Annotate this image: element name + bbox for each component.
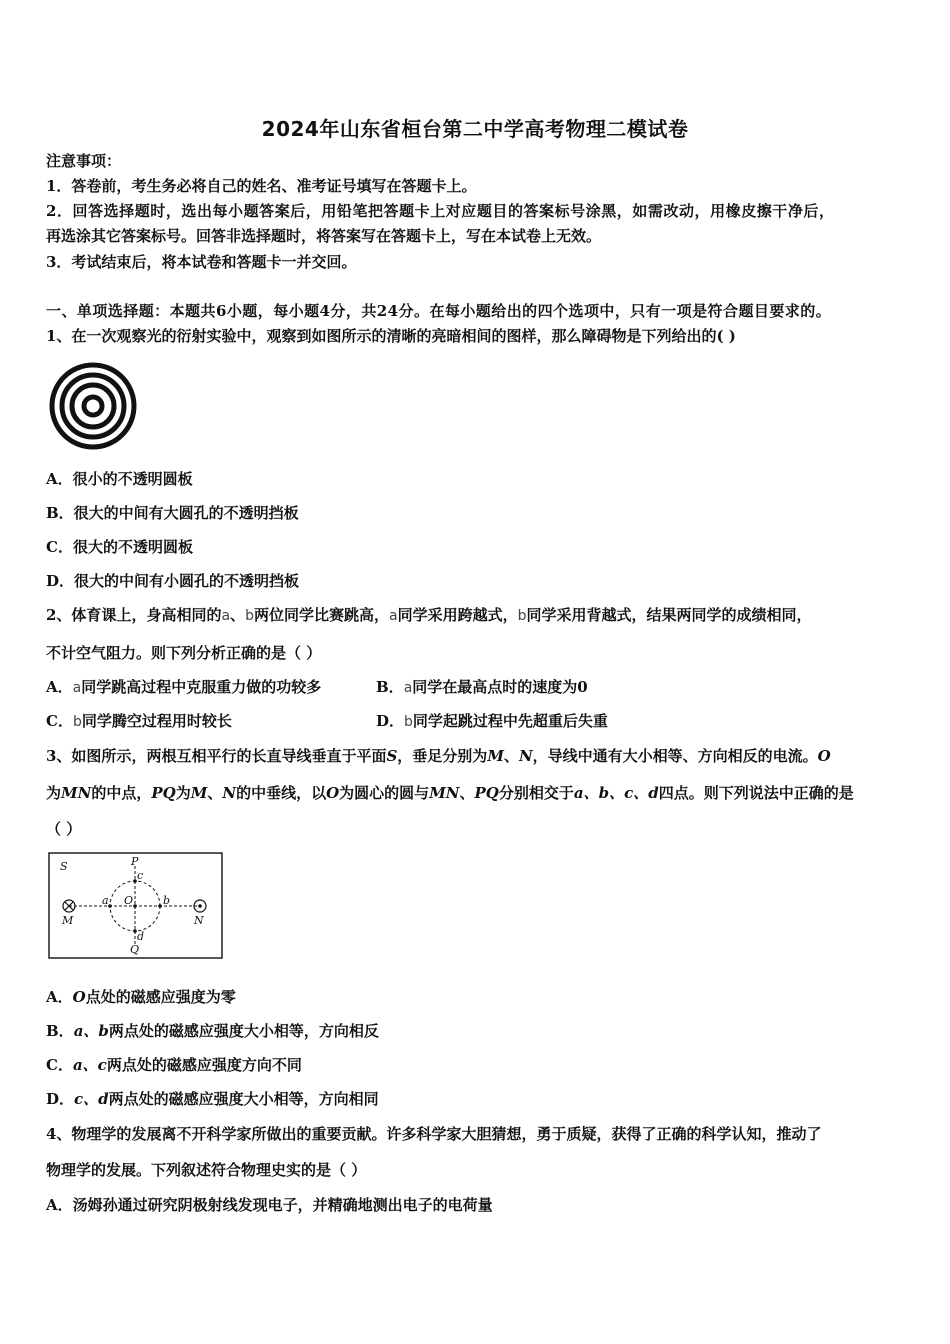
q3-option-b: B．a、b两点处的磁感应强度大小相等，方向相反 [46, 1022, 379, 1040]
section-heading: 一、单项选择题：本题共6小题，每小题4分，共24分。在每小题给出的四个选项中，只有一项是符合题目要求的。 [46, 302, 832, 320]
q1-option-a: A．很小的不透明圆板 [46, 470, 193, 488]
q2-option-a: A．a同学跳高过程中克服重力做的功较多 [46, 678, 322, 696]
notice-item: 再选涂其它答案标号。回答非选择题时，将答案写在答题卡上，写在本试卷上无效。 [46, 227, 602, 245]
q4-stem-line1: 4、物理学的发展离不开科学家所做出的重要贡献。许多科学家大胆猜想，勇于质疑，获得了正确的科学认知，推动了 [46, 1125, 822, 1143]
q3-option-a: A．O点处的磁感应强度为零 [46, 988, 236, 1006]
fig-label-p: P [131, 855, 139, 868]
q3-stem-line2: 为MN的中点，PQ为M、N的中垂线，以O为圆心的圆与MN、PQ分别相交于a、b、c、d四点。则下列说法中正确的是 [46, 784, 854, 802]
fig-label-s: S [60, 860, 68, 873]
fig-label-c: c [137, 869, 144, 882]
notice-heading: 注意事项： [46, 152, 122, 170]
q2-option-b: B．a同学在最高点时的速度为0 [376, 678, 588, 696]
q4-stem-line2: 物理学的发展。下列叙述符合物理史实的是（ ） [46, 1161, 367, 1179]
fig-label-o: O [124, 894, 134, 907]
q4-option-a: A．汤姆孙通过研究阴极射线发现电子，并精确地测出电子的电荷量 [46, 1196, 493, 1214]
notice-item: 2．回答选择题时，选出每小题答案后，用铅笔把答题卡上对应题目的答案标号涂黑，如需改动，用橡皮擦干净后， [46, 202, 835, 220]
q3-option-d: D．c、d两点处的磁感应强度大小相等，方向相同 [46, 1090, 379, 1108]
q1-option-c: C．很大的不透明圆板 [46, 538, 193, 556]
q1-option-b: B．很大的中间有大圆孔的不透明挡板 [46, 504, 299, 522]
magnetic-field-figure [48, 852, 224, 960]
q2-option-d: D．b同学起跳过程中先超重后失重 [376, 712, 608, 730]
q3-stem-line1: 3、如图所示，两根互相平行的长直导线垂直于平面S，垂足分别为M、N，导线中通有大小相等、方向相反的电流。O [46, 747, 831, 765]
diffraction-rings-figure [46, 360, 142, 452]
page-title: 2024年山东省桓台第二中学高考物理二模试卷 [261, 117, 689, 141]
fig-label-b: b [163, 894, 171, 907]
notice-item: 1．答卷前，考生务必将自己的姓名、准考证号填写在答题卡上。 [46, 177, 477, 195]
q1-option-d: D．很大的中间有小圆孔的不透明挡板 [46, 572, 300, 590]
fig-label-d: d [137, 930, 145, 943]
notice-item: 3．考试结束后，将本试卷和答题卡一并交回。 [46, 253, 357, 271]
fig-label-n: N [194, 914, 204, 927]
q3-option-c: C．a、c两点处的磁感应强度方向不同 [46, 1056, 302, 1074]
fig-label-q: Q [130, 943, 140, 956]
q1-stem: 1、在一次观察光的衍射实验中，观察到如图所示的清晰的亮暗相间的图样，那么障碍物是下列给出的( ) [46, 327, 736, 345]
fig-label-m: M [62, 914, 74, 927]
q2-option-c: C．b同学腾空过程用时较长 [46, 712, 232, 730]
q2-stem-line1: 2、体育课上，身高相同的a、b两位同学比赛跳高，a同学采用跨越式，b同学采用背越式，结果两同学的成绩相同， [46, 606, 812, 624]
q3-stem-line3: （ ） [46, 820, 82, 838]
q2-stem-line2: 不计空气阻力。则下列分析正确的是（ ） [46, 644, 322, 662]
fig-label-a: a [102, 894, 109, 907]
